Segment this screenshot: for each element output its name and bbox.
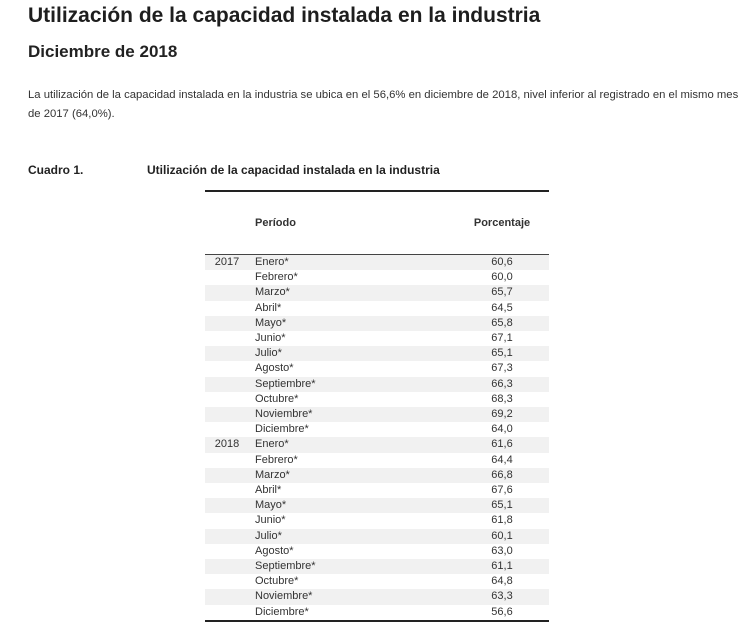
row-period-cell: Junio* (255, 332, 286, 345)
table-row (205, 468, 549, 483)
row-year-cell (205, 316, 249, 331)
row-period-cell: Noviembre* (249, 589, 455, 604)
row-year-cell: 2018 (205, 437, 249, 452)
row-percentage-cell: 61,6 (455, 437, 549, 452)
row-year-cell: 2017 (205, 255, 249, 271)
row-year-cell (205, 589, 249, 604)
row-period-cell: Enero* (249, 255, 455, 271)
row-year-cell (205, 392, 249, 407)
row-year-cell (205, 559, 249, 574)
row-year-cell (205, 513, 249, 528)
table-row (205, 361, 549, 376)
row-year-cell (205, 498, 249, 513)
row-year-cell (205, 483, 249, 498)
row-year-cell (205, 422, 249, 437)
table-row (205, 437, 549, 452)
row-percentage-cell: 66,8 (455, 468, 549, 483)
row-percentage-cell: 63,0 (491, 544, 513, 557)
table-row (205, 255, 549, 271)
row-year-cell (205, 331, 249, 346)
row-period-cell: Agosto* (255, 544, 294, 557)
row-percentage-cell: 67,1 (491, 332, 513, 345)
row-period-cell: Noviembre* (249, 407, 455, 422)
table-row (205, 331, 549, 346)
table-row (205, 346, 549, 361)
row-percentage-cell: 67,6 (491, 484, 513, 497)
table-title: Utilización de la capacidad instalada en la industria (147, 163, 440, 177)
row-period-cell: Julio* (249, 346, 455, 361)
row-percentage-cell: 65,7 (455, 285, 549, 300)
row-year-cell (205, 407, 249, 422)
row-year-cell (205, 453, 249, 468)
row-percentage-cell: 66,3 (455, 377, 549, 392)
row-year-cell (205, 285, 249, 300)
intro-paragraph: La utilización de la capacidad instalada en la industria se ubica en el 56,6% en diciembre de 2018, nivel inferior al registrado en el mismo mes de 2017 (64,0%). (28, 89, 739, 120)
capacity-table (205, 190, 549, 622)
row-percentage-cell: 69,2 (455, 407, 549, 422)
row-percentage-cell: 60,6 (455, 255, 549, 271)
row-percentage-cell: 60,1 (455, 529, 549, 544)
row-year-cell (205, 605, 249, 621)
row-period-cell: Marzo* (249, 468, 455, 483)
row-period-cell: Octubre* (255, 392, 299, 405)
row-percentage-cell: 64,0 (491, 423, 513, 436)
table-row (205, 498, 549, 513)
table-row (205, 392, 549, 407)
table-row (205, 285, 549, 300)
row-year-cell (205, 301, 249, 316)
row-percentage-cell: 64,4 (491, 453, 513, 466)
page-title: Utilización de la capacidad instalada en la industria (28, 4, 541, 27)
column-header-percentage: Porcentaje (455, 191, 549, 255)
row-percentage-cell: 67,3 (491, 362, 513, 375)
row-year-cell (205, 544, 249, 559)
row-period-cell: Junio* (255, 514, 286, 527)
row-percentage-cell: 68,3 (491, 392, 513, 405)
table-row (205, 574, 549, 589)
row-period-cell: Agosto* (255, 362, 294, 375)
table-row (205, 407, 549, 422)
table-row (205, 270, 549, 285)
row-percentage-cell: 65,1 (455, 346, 549, 361)
row-percentage-cell: 61,1 (455, 559, 549, 574)
row-period-cell: Marzo* (249, 285, 455, 300)
row-percentage-cell: 64,8 (491, 575, 513, 588)
row-year-cell (205, 346, 249, 361)
row-percentage-cell: 60,0 (491, 271, 513, 284)
row-year-cell (205, 468, 249, 483)
row-year-cell (205, 377, 249, 392)
table-header-row (205, 191, 549, 255)
table-label: Cuadro 1. (28, 163, 84, 177)
row-percentage-cell: 65,1 (455, 498, 549, 513)
row-period-cell: Mayo* (249, 316, 455, 331)
table-row (205, 544, 549, 559)
row-period-cell: Enero* (249, 437, 455, 452)
table-row (205, 453, 549, 468)
row-period-cell: Septiembre* (249, 559, 455, 574)
table-row (205, 559, 549, 574)
column-header-year (205, 191, 249, 255)
row-period-cell: Julio* (249, 529, 455, 544)
column-header-period: Período (249, 191, 455, 255)
table-row (205, 377, 549, 392)
row-period-cell: Diciembre* (255, 423, 309, 436)
table-row (205, 316, 549, 331)
row-percentage-cell: 63,3 (455, 589, 549, 604)
row-period-cell: Abril* (255, 301, 282, 314)
row-percentage-cell: 56,6 (455, 605, 549, 621)
row-period-cell: Febrero* (255, 271, 298, 284)
row-year-cell (205, 361, 249, 376)
row-period-cell: Diciembre* (249, 605, 455, 621)
page-subtitle: Diciembre de 2018 (28, 42, 178, 61)
row-period-cell: Septiembre* (249, 377, 455, 392)
row-year-cell (205, 270, 249, 285)
row-period-cell: Abril* (255, 484, 282, 497)
row-period-cell: Mayo* (249, 498, 455, 513)
row-percentage-cell: 64,5 (491, 301, 513, 314)
table-row (205, 529, 549, 544)
row-period-cell: Febrero* (255, 453, 298, 466)
table-row (205, 483, 549, 498)
table-row (205, 589, 549, 604)
row-percentage-cell: 65,8 (455, 316, 549, 331)
table-row (205, 422, 549, 437)
row-percentage-cell: 61,8 (491, 514, 513, 527)
table-row (205, 513, 549, 528)
row-period-cell: Octubre* (255, 575, 299, 588)
table-row (205, 605, 549, 621)
row-year-cell (205, 529, 249, 544)
table-row (205, 301, 549, 316)
table-body (205, 255, 549, 621)
row-year-cell (205, 574, 249, 589)
